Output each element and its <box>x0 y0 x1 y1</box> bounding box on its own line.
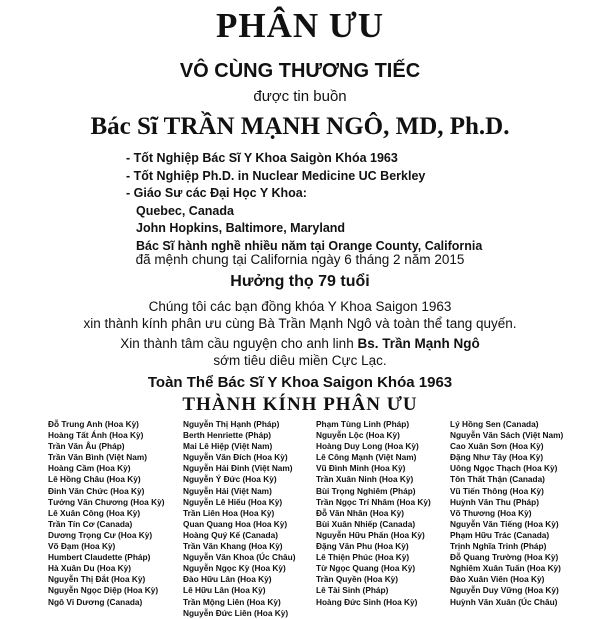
signatory-name: Đinh Văn Chức (Hoa Kỳ) <box>48 485 145 496</box>
credentials-list <box>126 150 482 255</box>
signatory-name: Huỳnh Văn Thu (Pháp) <box>450 496 539 507</box>
name-main: TRẦN MẠNH NGÔ, MD, Ph.D. <box>163 113 510 140</box>
signatory-name: Hà Xuân Du (Hoa Kỳ) <box>48 563 131 574</box>
signatory-name: Dương Trọng Cư (Hoa Kỳ) <box>48 529 153 540</box>
signatory-name: Đặng Văn Phu (Hoa Kỳ) <box>316 541 409 552</box>
signatory-name: Trịnh Nghĩa Trinh (Pháp) <box>450 541 547 552</box>
signatory-name: Uông Ngọc Thạch (Hoa Kỳ) <box>450 463 558 474</box>
signatory-name: Lý Hồng Sen (Canada) <box>450 419 539 429</box>
signatory-name: Nguyễn Đức Liên (Hoa Kỳ) <box>183 607 289 618</box>
signatory-name: Trần Văn Bình (Việt Nam) <box>48 452 147 463</box>
signatory-name: Mai Lê Hiệp (Việt Nam) <box>183 441 273 452</box>
signatory-name: Đỗ Quang Trường (Hoa Kỳ) <box>450 552 559 563</box>
names-column-2 <box>183 419 295 619</box>
signatory-name: Nguyễn Hữu Phấn (Hoa Kỳ) <box>316 529 425 540</box>
signatory-name: Nguyễn Lê Hiếu (Hoa Kỳ) <box>183 496 283 507</box>
signatory-name: Hoàng Đức Sinh (Hoa Kỳ) <box>316 596 418 607</box>
signatory-name: Từ Ngọc Quang (Hoa Kỳ) <box>316 563 416 574</box>
signatory-name: Đỗ Văn Nhân (Hoa Kỳ) <box>316 507 405 518</box>
signatory-group: Toàn Thể Bác Sĩ Y Khoa Saigon Khóa 1963 <box>147 374 453 391</box>
signatory-name: Huỳnh Văn Xuân (Úc Châu) <box>450 596 558 607</box>
signatory-name: Nguyễn Ngọc Kỳ (Hoa Kỳ) <box>183 563 286 574</box>
signatory-name: Nghiêm Xuân Tuấn (Hoa Kỳ) <box>450 563 561 574</box>
signatory-name: Nguyễn Văn Khoa (Úc Châu) <box>183 552 296 563</box>
signatory-name: Võ Đạm (Hoa Kỳ) <box>48 541 116 552</box>
notice-title: PHÂN ƯU <box>215 6 385 45</box>
prayer-name: Bs. Trần Mạnh Ngô <box>357 336 480 351</box>
signatory-name: Nguyễn Hải (Việt Nam) <box>183 485 272 496</box>
signatory-name: Berth Henriette (Pháp) <box>183 430 272 441</box>
credential-item: Quebec, Canada <box>136 203 234 218</box>
message-line-1: Chúng tôi các bạn đồng khóa Y Khoa Saigon 1963 <box>148 299 452 314</box>
credential-item: Bác Sĩ hành nghề nhiều năm tại Orange County, California <box>136 238 483 253</box>
signatory-name: Trần Mộng Liên (Hoa Kỳ) <box>183 596 281 607</box>
deceased-name <box>0 113 600 141</box>
signatory-name: Nguyễn Ý Đức (Hoa Kỳ) <box>183 474 277 485</box>
signatory-name: Bùi Xuân Nhiếp (Canada) <box>316 518 416 529</box>
signatory-name: Phạm Tùng Linh (Pháp) <box>316 419 410 429</box>
signatory-name: Đào Xuân Viên (Hoa Kỳ) <box>450 574 545 585</box>
signatory-name: Nguyễn Văn Đích (Hoa Kỳ) <box>183 452 288 463</box>
closing-title: THÀNH KÍNH PHÂN ƯU <box>182 394 418 415</box>
signatory-name: Nguyễn Ngọc Diệp (Hoa Kỳ) <box>48 585 159 596</box>
passed-away-line: đã mệnh chung tại California ngày 6 tháng 2 năm 2015 <box>135 252 465 267</box>
signatory-name: Lê Tài Sinh (Pháp) <box>316 585 389 596</box>
signatory-name: Lê Hữu Lân (Hoa Kỳ) <box>183 585 266 596</box>
age-line: Hưởng thọ 79 tuổi <box>230 273 370 290</box>
signatory-name: Nguyễn Thị Hạnh (Pháp) <box>183 419 280 429</box>
signatory-name: Lê Hồng Châu (Hoa Kỳ) <box>48 474 141 485</box>
signatory-name: Trần Văn Âu (Pháp) <box>48 441 125 452</box>
credential-item: - Tốt Nghiệp Ph.D. in Nuclear Medicine UC Berkley <box>126 168 426 183</box>
names-column-3 <box>316 419 431 608</box>
news-line: được tin buồn <box>253 88 347 105</box>
signatory-names <box>0 419 600 618</box>
message-line-3 <box>0 335 600 352</box>
message-line-2: xin thành kính phân ưu cùng Bà Trần Mạnh Ngô và toàn thể tang quyến. <box>83 316 517 331</box>
signatory-name: Hoàng Cầm (Hoa Kỳ) <box>48 463 131 474</box>
signatory-name: Vũ Đình Minh (Hoa Kỳ) <box>316 463 406 474</box>
prayer-text: Xin thành tâm cầu nguyện cho anh linh <box>120 336 358 351</box>
credential-item: John Hopkins, Baltimore, Maryland <box>136 221 346 235</box>
signatory-name: Lê Thiện Phúc (Hoa Kỳ) <box>316 552 410 563</box>
names-column-1 <box>48 419 164 608</box>
signatory-name: Humbert Claudette (Pháp) <box>48 552 151 563</box>
signatory-name: Đỗ Trung Anh (Hoa Kỳ) <box>48 419 139 429</box>
message-line-4: sớm tiêu diêu miền Cực Lạc. <box>213 353 387 368</box>
signatory-name: Võ Thương (Hoa Kỳ) <box>450 507 532 518</box>
signatory-name: Tôn Thất Thận (Canada) <box>450 474 545 485</box>
signatory-name: Đặng Như Tây (Hoa Kỳ) <box>450 452 544 463</box>
signatory-name: Vũ Tiến Thông (Hoa Kỳ) <box>450 485 544 496</box>
signatory-name: Hoàng Tất Ánh (Hoa Kỳ) <box>48 430 144 441</box>
signatory-name: Trần Văn Khang (Hoa Kỳ) <box>183 541 283 552</box>
signatory-name: Trần Quyền (Hoa Kỳ) <box>316 574 399 585</box>
signatory-name: Phạm Hữu Trác (Canada) <box>450 529 550 540</box>
signatory-name: Nguyễn Hải Đinh (Việt Nam) <box>183 463 293 474</box>
signatory-name: Lê Xuân Công (Hoa Kỳ) <box>48 507 141 518</box>
signatory-name: Cao Xuân Sơn (Hoa Kỳ) <box>450 441 544 452</box>
signatory-name: Nguyễn Lộc (Hoa Kỳ) <box>316 430 400 441</box>
signatory-name: Bùi Trọng Nghiêm (Pháp) <box>316 485 416 496</box>
notice-subtitle: VÔ CÙNG THƯƠNG TIẾC <box>179 60 421 82</box>
signatory-name: Trần Ngọc Trí Nhâm (Hoa Kỳ) <box>316 496 431 507</box>
signatory-name: Trần Liên Hoa (Hoa Kỳ) <box>183 507 275 518</box>
signatory-name: Quan Quang Hoa (Hoa Kỳ) <box>183 518 288 529</box>
name-prefix: Bác Sĩ <box>90 113 164 140</box>
signatory-name: Nguyễn Văn Sách (Việt Nam) <box>450 430 564 441</box>
credential-item: - Tốt Nghiệp Bác Sĩ Y Khoa Saigòn Khóa 1963 <box>126 151 398 165</box>
signatory-name: Trần Tín Cơ (Canada) <box>48 518 133 529</box>
signatory-name: Trần Xuân Ninh (Hoa Kỳ) <box>316 474 414 485</box>
names-column-4 <box>450 419 563 608</box>
signatory-name: Đào Hữu Lân (Hoa Kỳ) <box>183 574 272 585</box>
signatory-name: Hoàng Quý Kế (Canada) <box>183 529 278 540</box>
signatory-name: Nguyễn Văn Tiếng (Hoa Kỳ) <box>450 518 559 529</box>
signatory-name: Hoàng Duy Long (Hoa Kỳ) <box>316 441 419 452</box>
signatory-name: Nguyễn Duy Vững (Hoa Kỳ) <box>450 585 559 596</box>
signatory-name: Ngô Vi Dương (Canada) <box>48 596 143 607</box>
condolence-message <box>0 298 600 369</box>
signatory-name: Lê Công Mạnh (Việt Nam) <box>316 452 417 463</box>
signatory-name: Tưởng Văn Chương (Hoa Kỳ) <box>48 496 165 507</box>
signatory-name: Nguyễn Thị Đắt (Hoa Kỳ) <box>48 574 146 585</box>
credential-item: - Giáo Sư các Đại Học Y Khoa: <box>126 186 307 200</box>
